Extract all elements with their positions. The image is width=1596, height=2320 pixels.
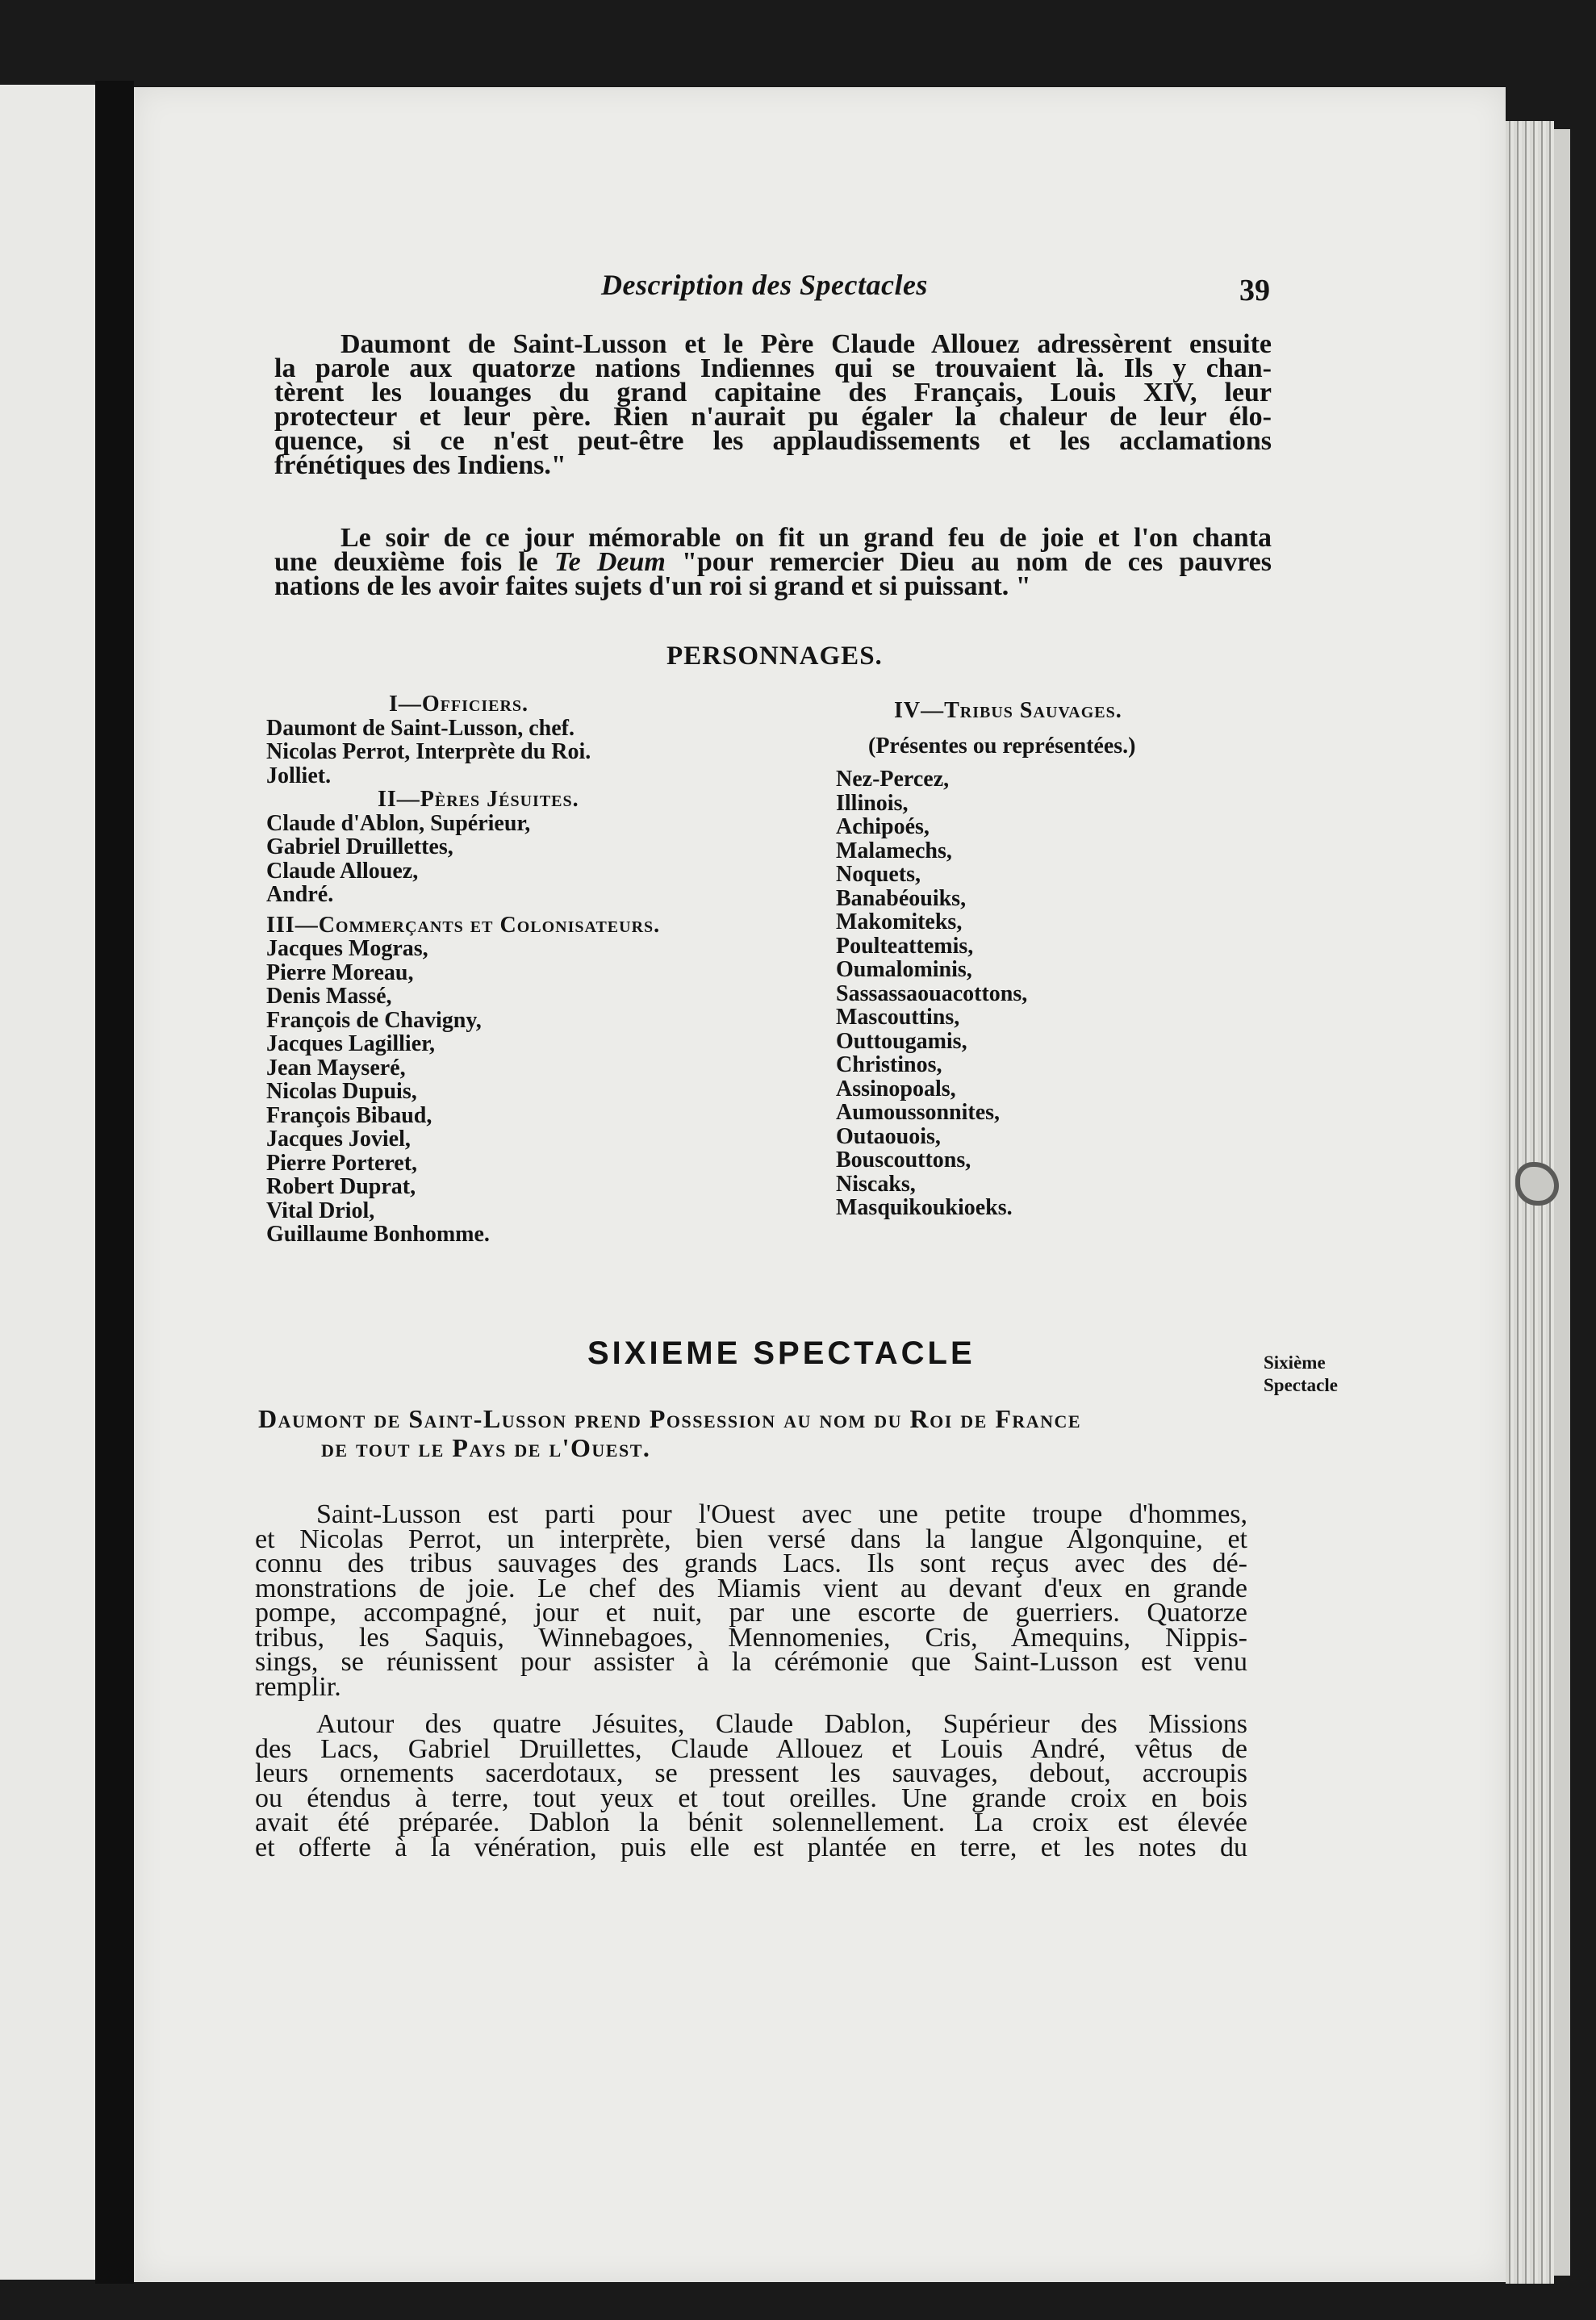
left-column xyxy=(266,692,660,1247)
list-item: François de Chavigny, xyxy=(266,1007,482,1033)
text-line: connu des tribus sauvages des grands Lacs. Ils sont reçus avec des dé- xyxy=(255,1549,1247,1578)
spectacle-body xyxy=(255,1499,1247,1862)
list-item: Oumalominis, xyxy=(836,957,972,982)
text-line: pompe, accompagné, jour et nuit, par une escorte de guerriers. Quatorze xyxy=(255,1598,1247,1628)
text-line: sings, se réunissent pour assister à la cérémonie que Saint-Lusson est venu xyxy=(255,1647,1247,1677)
text-line: nations de les avoir faites sujets d'un roi si grand et si puissant. " xyxy=(274,571,1031,601)
tribus-heading: IV—Tribus Sauvages. xyxy=(894,698,1122,723)
list-item: Denis Massé, xyxy=(266,984,392,1009)
text-segment: "pour remercier Dieu au nom de ces pauvres xyxy=(665,547,1272,577)
list-item: Mascouttins, xyxy=(836,1005,960,1030)
list-item: François Bibaud, xyxy=(266,1102,432,1128)
text-line: ou étendus à terre, tout yeux et tout oreilles. Une grande croix en bois xyxy=(255,1783,1247,1813)
list-item: Gabriel Druillettes, xyxy=(266,834,453,859)
text-line: monstrations de joie. Le chef des Miamis vient au devant d'eux en grande xyxy=(255,1573,1247,1603)
list-item: Nicolas Dupuis, xyxy=(266,1079,417,1104)
running-header: Description des Spectacles xyxy=(601,269,928,301)
spectacle-subtitle xyxy=(258,1404,1259,1462)
list-item: Nicolas Perrot, Interprète du Roi. xyxy=(266,739,591,764)
list-item: Banabéouiks, xyxy=(836,885,967,911)
page-number: 39 xyxy=(1239,274,1270,307)
text-line: remplir. xyxy=(255,1671,341,1702)
subtitle-line: Daumont de Saint-Lusson prend Possession au nom du Roi de France xyxy=(258,1404,1082,1433)
list-item: Noquets, xyxy=(836,862,921,887)
list-item: Niscaks, xyxy=(836,1171,916,1197)
list-item: Jean Mayseré, xyxy=(266,1055,406,1081)
list-item: Outtougamis, xyxy=(836,1028,967,1054)
list-item: Masquikoukioeks. xyxy=(836,1195,1013,1220)
text-line: frénétiques des Indiens." xyxy=(274,450,566,480)
list-item: Robert Duprat, xyxy=(266,1174,416,1199)
text-line: protecteur et leur père. Rien n'aurait pu égaler la chaleur de leur élo- xyxy=(274,402,1272,432)
margin-note xyxy=(1264,1352,1352,1397)
margin-note-line: Sixième xyxy=(1264,1352,1326,1373)
intro-paragraph-2 xyxy=(274,523,1272,601)
text-line: des Lacs, Gabriel Druillettes, Claude Allouez et Louis André, vêtus de xyxy=(255,1733,1247,1764)
list-item: Malamechs, xyxy=(836,838,952,863)
list-item: Bouscouttons, xyxy=(836,1147,971,1173)
subtitle-line: de tout le Pays de l'Ouest. xyxy=(321,1433,651,1462)
list-item: Pierre Porteret, xyxy=(266,1150,418,1176)
list-item: Guillaume Bonhomme. xyxy=(266,1222,490,1247)
spectacle-title: SIXIEME SPECTACLE xyxy=(587,1336,976,1371)
list-item: Aumoussonnites, xyxy=(836,1100,1001,1125)
tribus-note: (Présentes ou représentées.) xyxy=(868,733,1136,759)
list-item: Nez-Percez, xyxy=(836,767,950,792)
list-item: Sassassaouacottons, xyxy=(836,980,1028,1006)
margin-note-line: Spectacle xyxy=(1264,1375,1338,1395)
list-item: Outaouois, xyxy=(836,1123,941,1149)
list-item: Poulteattemis, xyxy=(836,933,974,959)
list-item: André. xyxy=(266,882,334,907)
text-line: leurs ornements sacerdotaux, se pressent les sauvages, debout, accroupis xyxy=(255,1758,1247,1788)
list-item: Claude Allouez, xyxy=(266,858,419,884)
text-line: Le soir de ce jour mémorable on fit un grand feu de joie et l'on chanta xyxy=(341,523,1272,553)
list-item: Illinois, xyxy=(836,790,909,816)
list-item: Makomiteks, xyxy=(836,909,963,934)
list-item: Jolliet. xyxy=(266,763,332,788)
list-item: Jacques Joviel, xyxy=(266,1127,411,1152)
list-item: Vital Driol, xyxy=(266,1198,375,1223)
list-item: Assinopoals, xyxy=(836,1076,956,1101)
text-segment: une deuxième fois le xyxy=(274,547,554,577)
list-item: Daumont de Saint-Lusson, chef. xyxy=(266,715,574,741)
intro-paragraph-1 xyxy=(274,329,1272,480)
officiers-heading: I—Officiers. xyxy=(389,692,529,717)
text-line: quence, si ce n'est peut-être les applaudissements et les acclamations xyxy=(274,426,1272,456)
list-item: Jacques Lagillier, xyxy=(266,1031,435,1056)
right-column xyxy=(836,699,1135,1220)
page-stack xyxy=(1554,129,1570,2276)
personnages-heading: PERSONNAGES. xyxy=(666,642,883,671)
text-line: Saint-Lusson est parti pour l'Ouest avec une petite troupe d'hommes, xyxy=(316,1499,1247,1529)
text-line: et Nicolas Perrot, un interprète, bien versé dans la langue Algonquine, et xyxy=(255,1524,1247,1554)
text-line: la parole aux quatorze nations Indiennes qui se trouvaient là. Ils y chan- xyxy=(274,353,1272,383)
text-line: tèrent les louanges du grand capitaine des Français, Louis XIV, leur xyxy=(274,378,1272,408)
list-item: Pierre Moreau, xyxy=(266,959,414,985)
text-line: avait été préparée. Dablon la bénit solennellement. La croix est élevée xyxy=(255,1808,1247,1837)
commercants-heading: III—Commerçants et Colonisateurs. xyxy=(266,912,661,938)
jesuites-heading: II—Pères Jésuites. xyxy=(378,787,579,812)
list-item: Jacques Mogras, xyxy=(266,936,428,961)
text-line: Autour des quatre Jésuites, Claude Dablon, Supérieur des Missions xyxy=(316,1709,1247,1739)
te-deum-italic: Te Deum xyxy=(554,547,666,577)
text-line: tribus, les Saquis, Winnebagoes, Mennomenies, Cris, Amequins, Nippis- xyxy=(255,1622,1247,1653)
left-page-edge xyxy=(0,85,95,2280)
text-line: et offerte à la vénération, puis elle est plantée en terre, et les notes du xyxy=(255,1832,1247,1862)
text-line: Daumont de Saint-Lusson et le Père Claude Allouez adressèrent ensuite xyxy=(341,329,1272,359)
list-item: Christinos, xyxy=(836,1052,942,1077)
list-item: Claude d'Ablon, Supérieur, xyxy=(266,810,531,836)
book-gutter xyxy=(95,81,134,2284)
list-item: Achipoés, xyxy=(836,814,930,839)
